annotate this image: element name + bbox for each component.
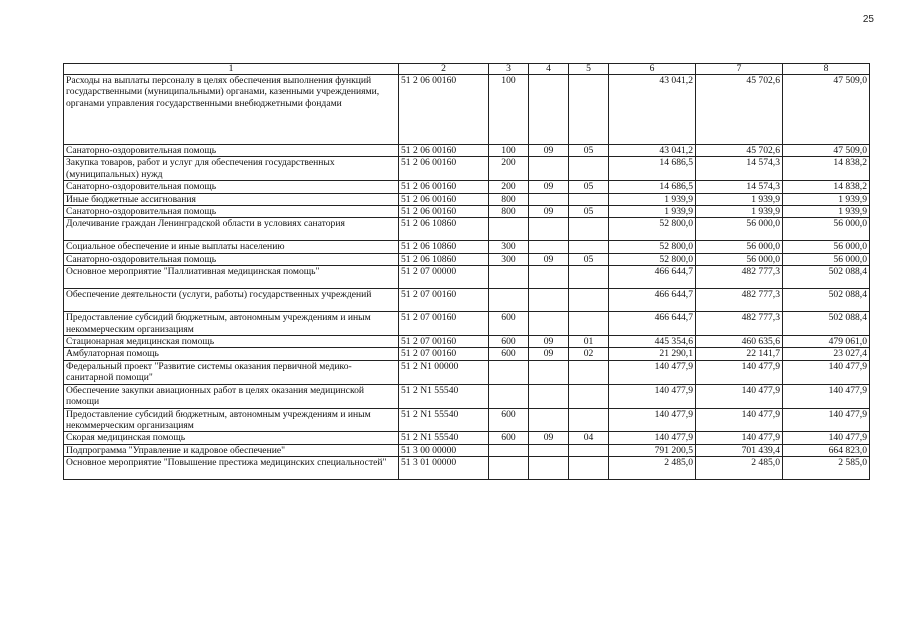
expense-type <box>489 457 529 480</box>
amount-col7: 2 485,0 <box>696 457 783 480</box>
item-name: Санаторно-оздоровительная помощь <box>64 206 399 218</box>
amount-col8: 23 027,4 <box>783 348 870 360</box>
section <box>529 289 569 312</box>
table-row <box>64 444 870 456</box>
table-row <box>64 253 870 265</box>
table-row <box>64 193 870 205</box>
amount-col7: 22 141,7 <box>696 348 783 360</box>
table-row <box>64 384 870 408</box>
section: 09 <box>529 348 569 360</box>
expense-type: 600 <box>489 348 529 360</box>
amount-col7: 56 000,0 <box>696 241 783 253</box>
item-name: Социальное обеспечение и иные выплаты населению <box>64 241 399 253</box>
amount-col6: 52 800,0 <box>609 218 696 241</box>
amount-col8: 140 477,9 <box>783 408 870 432</box>
amount-col6: 14 686,5 <box>609 157 696 181</box>
subsection <box>569 408 609 432</box>
amount-col6: 791 200,5 <box>609 444 696 456</box>
table-row <box>64 348 870 360</box>
target-code: 51 2 07 00160 <box>399 312 489 336</box>
subsection <box>569 289 609 312</box>
target-code: 51 2 06 00160 <box>399 75 489 145</box>
table-row <box>64 457 870 480</box>
amount-col8: 664 823,0 <box>783 444 870 456</box>
column-number: 2 <box>399 64 489 75</box>
expense-type: 300 <box>489 253 529 265</box>
amount-col7: 140 477,9 <box>696 360 783 384</box>
section: 09 <box>529 206 569 218</box>
amount-col6: 466 644,7 <box>609 289 696 312</box>
section: 09 <box>529 181 569 193</box>
expense-type: 200 <box>489 157 529 181</box>
section <box>529 384 569 408</box>
amount-col6: 140 477,9 <box>609 408 696 432</box>
section <box>529 408 569 432</box>
amount-col7: 140 477,9 <box>696 408 783 432</box>
amount-col8: 47 509,0 <box>783 145 870 157</box>
item-name: Санаторно-оздоровительная помощь <box>64 253 399 265</box>
section <box>529 360 569 384</box>
section <box>529 157 569 181</box>
target-code: 51 3 01 00000 <box>399 457 489 480</box>
item-name: Предоставление субсидий бюджетным, автономным учреждениям и иным некоммерческим организациям <box>64 312 399 336</box>
table-row <box>64 145 870 157</box>
amount-col6: 466 644,7 <box>609 266 696 289</box>
expense-type <box>489 266 529 289</box>
amount-col6: 140 477,9 <box>609 360 696 384</box>
item-name: Долечивание граждан Ленинградской области в условиях санатория <box>64 218 399 241</box>
subsection <box>569 218 609 241</box>
amount-col6: 466 644,7 <box>609 312 696 336</box>
amount-col6: 1 939,9 <box>609 206 696 218</box>
section <box>529 457 569 480</box>
table-row <box>64 432 870 444</box>
item-name: Иные бюджетные ассигнования <box>64 193 399 205</box>
expense-type <box>489 360 529 384</box>
target-code: 51 2 N1 55540 <box>399 408 489 432</box>
subsection <box>569 360 609 384</box>
page-number: 25 <box>862 14 874 25</box>
amount-col6: 43 041,2 <box>609 145 696 157</box>
amount-col6: 1 939,9 <box>609 193 696 205</box>
expense-type <box>489 384 529 408</box>
expense-type <box>489 289 529 312</box>
amount-col8: 140 477,9 <box>783 384 870 408</box>
amount-col8: 56 000,0 <box>783 218 870 241</box>
section <box>529 241 569 253</box>
subsection <box>569 457 609 480</box>
column-number: 8 <box>783 64 870 75</box>
expense-type: 200 <box>489 181 529 193</box>
amount-col6: 52 800,0 <box>609 241 696 253</box>
amount-col8: 1 939,9 <box>783 193 870 205</box>
column-number: 1 <box>64 64 399 75</box>
table-row <box>64 75 870 145</box>
item-name: Расходы на выплаты персоналу в целях обеспечения выполнения функций государственными (муниципальными) органами, казенными учреждениями, органами управления государственными внебюджетными фондами <box>64 75 399 145</box>
target-code: 51 2 06 00160 <box>399 157 489 181</box>
amount-col7: 140 477,9 <box>696 384 783 408</box>
amount-col7: 45 702,6 <box>696 75 783 145</box>
subsection: 05 <box>569 145 609 157</box>
amount-col8: 502 088,4 <box>783 266 870 289</box>
amount-col7: 140 477,9 <box>696 432 783 444</box>
table-row <box>64 266 870 289</box>
amount-col8: 14 838,2 <box>783 181 870 193</box>
target-code: 51 2 06 00160 <box>399 193 489 205</box>
amount-col8: 2 585,0 <box>783 457 870 480</box>
subsection <box>569 266 609 289</box>
amount-col7: 701 439,4 <box>696 444 783 456</box>
subsection: 01 <box>569 336 609 348</box>
section <box>529 444 569 456</box>
target-code: 51 2 06 00160 <box>399 181 489 193</box>
amount-col6: 43 041,2 <box>609 75 696 145</box>
table-row <box>64 157 870 181</box>
amount-col7: 460 635,6 <box>696 336 783 348</box>
target-code: 51 2 06 00160 <box>399 145 489 157</box>
item-name: Санаторно-оздоровительная помощь <box>64 181 399 193</box>
expense-type: 800 <box>489 206 529 218</box>
item-name: Закупка товаров, работ и услуг для обеспечения государственных (муниципальных) нужд <box>64 157 399 181</box>
target-code: 51 2 06 00160 <box>399 206 489 218</box>
table-row <box>64 360 870 384</box>
amount-col8: 47 509,0 <box>783 75 870 145</box>
amount-col7: 56 000,0 <box>696 253 783 265</box>
subsection <box>569 312 609 336</box>
amount-col6: 21 290,1 <box>609 348 696 360</box>
amount-col8: 56 000,0 <box>783 241 870 253</box>
amount-col7: 482 777,3 <box>696 266 783 289</box>
target-code: 51 2 07 00000 <box>399 266 489 289</box>
section: 09 <box>529 432 569 444</box>
target-code: 51 2 07 00160 <box>399 336 489 348</box>
target-code: 51 2 N1 00000 <box>399 360 489 384</box>
table-row <box>64 241 870 253</box>
amount-col8: 140 477,9 <box>783 432 870 444</box>
item-name: Амбулаторная помощь <box>64 348 399 360</box>
table-body <box>64 64 870 480</box>
item-name: Основное мероприятие "Паллиативная медицинская помощь" <box>64 266 399 289</box>
target-code: 51 2 07 00160 <box>399 289 489 312</box>
item-name: Федеральный проект "Развитие системы оказания первичной медико-санитарной помощи" <box>64 360 399 384</box>
amount-col8: 140 477,9 <box>783 360 870 384</box>
amount-col6: 2 485,0 <box>609 457 696 480</box>
target-code: 51 3 00 00000 <box>399 444 489 456</box>
amount-col6: 140 477,9 <box>609 384 696 408</box>
target-code: 51 2 N1 55540 <box>399 384 489 408</box>
target-code: 51 2 07 00160 <box>399 348 489 360</box>
target-code: 51 2 06 10860 <box>399 253 489 265</box>
expense-type: 800 <box>489 193 529 205</box>
amount-col6: 52 800,0 <box>609 253 696 265</box>
target-code: 51 2 N1 55540 <box>399 432 489 444</box>
section <box>529 75 569 145</box>
table-row <box>64 181 870 193</box>
amount-col7: 1 939,9 <box>696 193 783 205</box>
subsection: 04 <box>569 432 609 444</box>
amount-col7: 14 574,3 <box>696 181 783 193</box>
table-row <box>64 408 870 432</box>
amount-col8: 1 939,9 <box>783 206 870 218</box>
amount-col7: 482 777,3 <box>696 312 783 336</box>
section: 09 <box>529 253 569 265</box>
amount-col7: 14 574,3 <box>696 157 783 181</box>
subsection <box>569 384 609 408</box>
expense-type: 600 <box>489 432 529 444</box>
amount-col8: 56 000,0 <box>783 253 870 265</box>
amount-col8: 502 088,4 <box>783 312 870 336</box>
amount-col7: 1 939,9 <box>696 206 783 218</box>
amount-col7: 56 000,0 <box>696 218 783 241</box>
item-name: Обеспечение деятельности (услуги, работы) государственных учреждений <box>64 289 399 312</box>
section <box>529 193 569 205</box>
budget-table <box>63 63 870 480</box>
table-row <box>64 218 870 241</box>
expense-type <box>489 444 529 456</box>
subsection <box>569 444 609 456</box>
subsection <box>569 241 609 253</box>
table-row <box>64 312 870 336</box>
target-code: 51 2 06 10860 <box>399 241 489 253</box>
table-row <box>64 336 870 348</box>
subsection: 05 <box>569 181 609 193</box>
amount-col6: 445 354,6 <box>609 336 696 348</box>
section: 09 <box>529 145 569 157</box>
section <box>529 218 569 241</box>
table-row <box>64 289 870 312</box>
amount-col6: 14 686,5 <box>609 181 696 193</box>
column-number: 5 <box>569 64 609 75</box>
column-number: 4 <box>529 64 569 75</box>
column-number: 3 <box>489 64 529 75</box>
item-name: Обеспечение закупки авиационных работ в целях оказания медицинской помощи <box>64 384 399 408</box>
expense-type: 600 <box>489 312 529 336</box>
item-name: Основное мероприятие "Повышение престижа медицинских специальностей" <box>64 457 399 480</box>
item-name: Санаторно-оздоровительная помощь <box>64 145 399 157</box>
amount-col7: 482 777,3 <box>696 289 783 312</box>
amount-col8: 14 838,2 <box>783 157 870 181</box>
amount-col8: 479 061,0 <box>783 336 870 348</box>
column-number-row <box>64 64 870 75</box>
subsection <box>569 193 609 205</box>
item-name: Подпрограмма "Управление и кадровое обеспечение" <box>64 444 399 456</box>
section <box>529 266 569 289</box>
table-row <box>64 206 870 218</box>
expense-type <box>489 218 529 241</box>
subsection: 05 <box>569 206 609 218</box>
column-number: 6 <box>609 64 696 75</box>
expense-type: 600 <box>489 408 529 432</box>
item-name: Стационарная медицинская помощь <box>64 336 399 348</box>
amount-col6: 140 477,9 <box>609 432 696 444</box>
amount-col8: 502 088,4 <box>783 289 870 312</box>
expense-type: 100 <box>489 75 529 145</box>
section: 09 <box>529 336 569 348</box>
column-number: 7 <box>696 64 783 75</box>
subsection <box>569 75 609 145</box>
target-code: 51 2 06 10860 <box>399 218 489 241</box>
subsection: 05 <box>569 253 609 265</box>
section <box>529 312 569 336</box>
subsection: 02 <box>569 348 609 360</box>
amount-col7: 45 702,6 <box>696 145 783 157</box>
item-name: Предоставление субсидий бюджетным, автономным учреждениям и иным некоммерческим организациям <box>64 408 399 432</box>
expense-type: 100 <box>489 145 529 157</box>
subsection <box>569 157 609 181</box>
expense-type: 300 <box>489 241 529 253</box>
expense-type: 600 <box>489 336 529 348</box>
item-name: Скорая медицинская помощь <box>64 432 399 444</box>
